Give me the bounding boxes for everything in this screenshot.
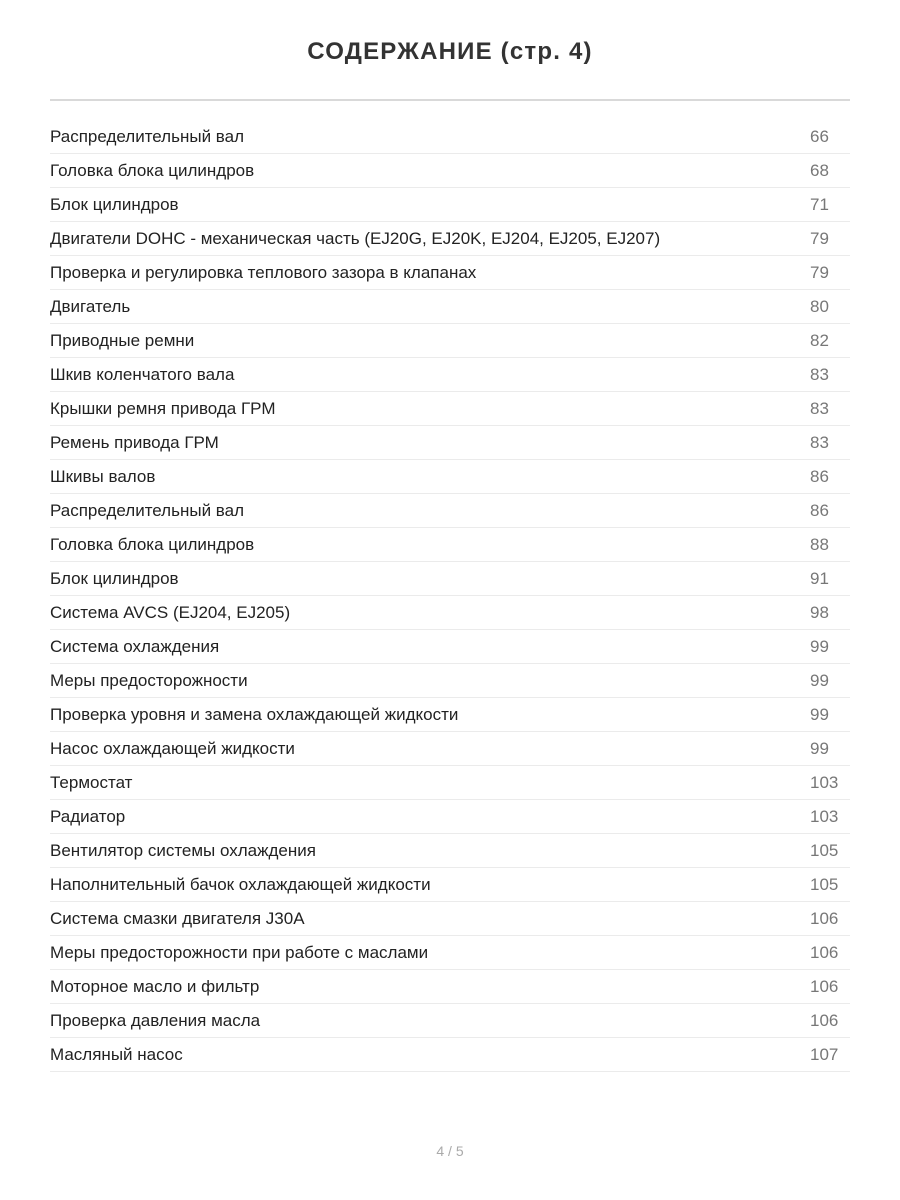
toc-entry-title: Моторное масло и фильтр [50,977,260,996]
toc-entry-title: Блок цилиндров [50,569,179,588]
toc-entry[interactable] [50,358,850,392]
toc-entry-page: 106 [810,977,839,996]
toc-entry-title: Насос охлаждающей жидкости [50,739,295,758]
toc-entry[interactable] [50,120,850,154]
toc-entry-page: 106 [810,943,839,962]
toc-entry-title: Проверка уровня и замена охлаждающей жидкости [50,705,459,724]
toc-entry-title: Система смазки двигателя J30A [50,909,305,928]
toc-entry[interactable] [50,324,850,358]
toc-entry-page: 99 [810,671,829,690]
toc-entry-title: Проверка и регулировка теплового зазора в клапанах [50,263,477,282]
toc-entry-page: 105 [810,841,839,860]
toc-entry-title: Меры предосторожности при работе с маслами [50,943,429,962]
toc-entry-page: 107 [810,1045,839,1064]
toc-entry[interactable] [50,970,850,1004]
toc-entry-title: Крышки ремня привода ГРМ [50,399,276,418]
toc-entry[interactable] [50,800,850,834]
toc-entry-title: Головка блока цилиндров [50,535,255,554]
toc-entry-title: Проверка давления масла [50,1011,261,1030]
toc-entry[interactable] [50,868,850,902]
toc-entry-title: Меры предосторожности [50,671,248,690]
toc-entry-page: 88 [810,535,829,554]
toc-entry[interactable] [50,154,850,188]
toc-entry-title: Система AVCS (EJ204, EJ205) [50,603,291,622]
toc-entry-page: 105 [810,875,839,894]
toc-entry[interactable] [50,426,850,460]
toc-entry-page: 79 [810,263,829,282]
toc-entry-title: Наполнительный бачок охлаждающей жидкости [50,875,431,894]
toc-entry-page: 83 [810,399,829,418]
toc-entry-page: 99 [810,705,829,724]
toc-entry[interactable] [50,766,850,800]
toc-entry-page: 79 [810,229,829,248]
toc-entry-title: Термостат [50,773,133,792]
toc-entry[interactable] [50,834,850,868]
toc-entry[interactable] [50,188,850,222]
toc-entry[interactable] [50,528,850,562]
page-title: СОДЕРЖАНИЕ (стр. 4) [307,38,593,65]
toc-entry-title: Головка блока цилиндров [50,161,255,180]
toc-entry[interactable] [50,596,850,630]
page-indicator: 4 / 5 [436,1143,464,1159]
toc-entry-page: 106 [810,909,839,928]
toc-entry[interactable] [50,1038,850,1072]
toc-entry-page: 86 [810,467,829,486]
toc-entry-page: 83 [810,365,829,384]
toc-entry-page: 103 [810,807,839,826]
toc-entry[interactable] [50,392,850,426]
toc-entry-page: 82 [810,331,829,350]
toc-entry-title: Ремень привода ГРМ [50,433,219,452]
toc-entry-title: Шкив коленчатого вала [50,365,235,384]
toc-entry-page: 83 [810,433,829,452]
toc-entry[interactable] [50,936,850,970]
title-divider [50,99,850,101]
toc-entry[interactable] [50,562,850,596]
toc-entry-page: 71 [810,195,829,214]
toc-entry-page: 80 [810,297,829,316]
toc-entry-page: 66 [810,127,829,146]
toc-entry-page: 106 [810,1011,839,1030]
toc-entry-title: Блок цилиндров [50,195,179,214]
toc-list [50,120,850,1072]
toc-entry-title: Приводные ремни [50,331,195,350]
toc-entry-title: Радиатор [50,807,126,826]
toc-entry-title: Распределительный вал [50,501,244,520]
toc-entry-title: Масляный насос [50,1045,183,1064]
toc-entry[interactable] [50,698,850,732]
toc-entry-title: Двигатель [50,297,131,316]
toc-entry-page: 98 [810,603,829,622]
toc-entry[interactable] [50,732,850,766]
toc-entry-page: 86 [810,501,829,520]
toc-entry-page: 103 [810,773,839,792]
toc-entry-page: 68 [810,161,829,180]
toc-entry[interactable] [50,1004,850,1038]
toc-entry[interactable] [50,494,850,528]
toc-entry[interactable] [50,222,850,256]
toc-entry-title: Двигатели DOHC - механическая часть (EJ20G, EJ20K, EJ204, EJ205, EJ207) [50,229,661,248]
toc-entry-title: Распределительный вал [50,127,244,146]
toc-entry-title: Вентилятор системы охлаждения [50,841,316,860]
toc-entry-page: 99 [810,637,829,656]
toc-entry[interactable] [50,290,850,324]
toc-entry[interactable] [50,664,850,698]
toc-entry-page: 91 [810,569,829,588]
toc-entry[interactable] [50,902,850,936]
toc-entry-title: Система охлаждения [50,637,220,656]
toc-entry-title: Шкивы валов [50,467,156,486]
toc-entry[interactable] [50,630,850,664]
toc-entry[interactable] [50,460,850,494]
toc-entry-page: 99 [810,739,829,758]
toc-entry[interactable] [50,256,850,290]
